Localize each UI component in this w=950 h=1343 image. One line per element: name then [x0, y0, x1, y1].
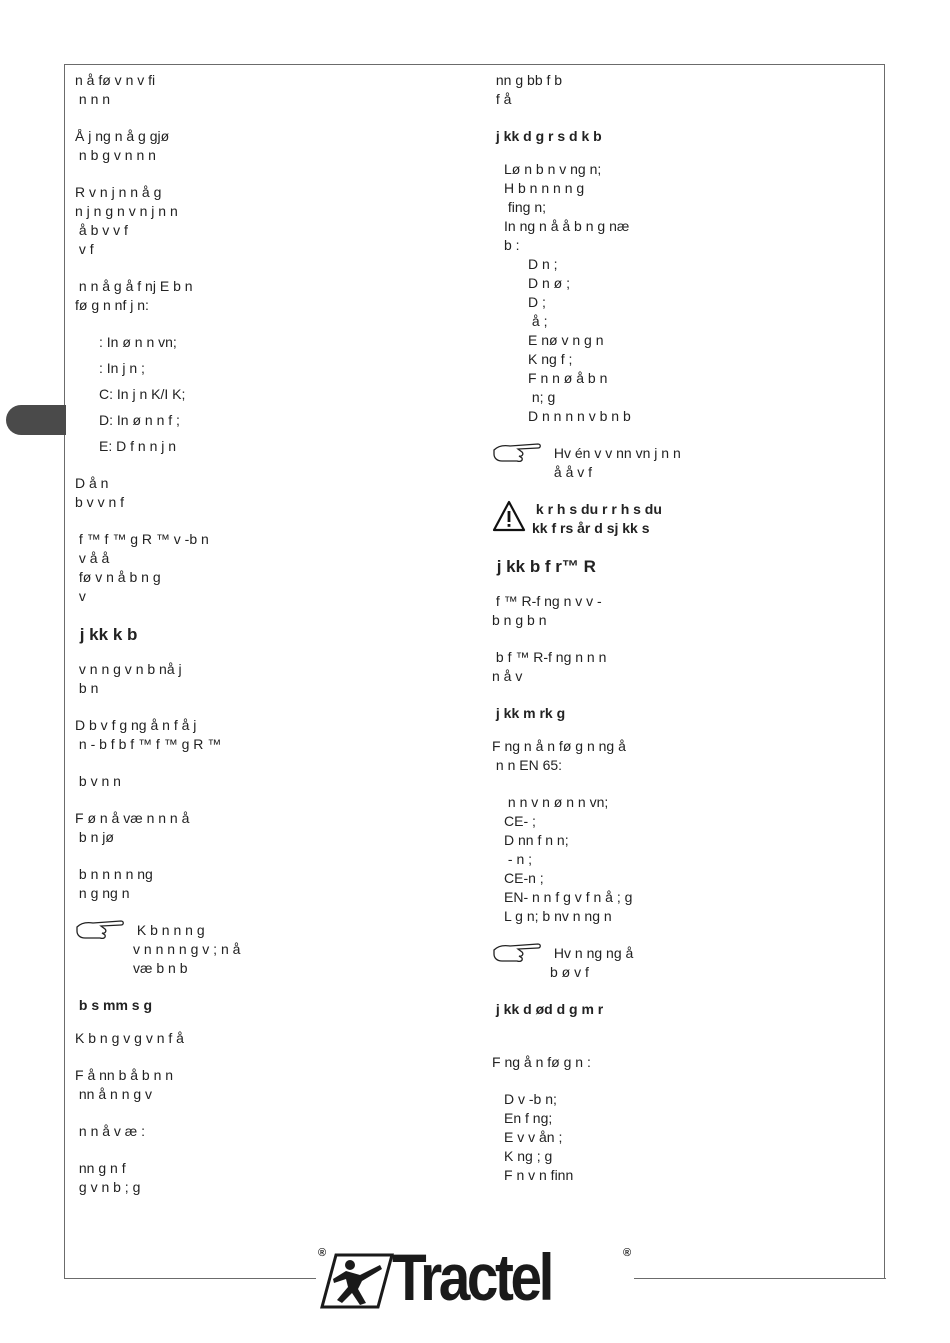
paragraph: b v n n	[75, 773, 121, 789]
list-item: D n n n n v b n b	[528, 408, 631, 424]
frame-bottom-right	[634, 1278, 886, 1279]
list-item: En f ng;	[504, 1110, 553, 1126]
note-text: Hv n ng ng å b ø v f	[550, 945, 634, 980]
list-item: E nø v n g n	[528, 332, 604, 348]
inspection-list	[492, 255, 876, 426]
pointing-hand-icon	[492, 942, 542, 964]
list-item: : In j n ;	[99, 360, 145, 376]
list-item: D n ø ;	[528, 275, 571, 291]
paragraph: D å n b v v n f	[75, 475, 125, 510]
paragraph: nn g bb f b f å	[495, 72, 563, 107]
list-item: : In ø n n vn;	[99, 334, 177, 350]
list-item: F n n ø å b n	[528, 370, 608, 386]
paragraph: F ø n å væ n n n å b n jø	[75, 810, 190, 845]
tractel-figure-icon	[320, 1253, 394, 1309]
note-text: K b n n n g v n n n n g v ; n å væ b n b	[133, 922, 241, 976]
list-item: CE-n ;	[504, 870, 544, 886]
section-heading: b s mm s g	[75, 997, 153, 1013]
paragraph: Å j ng n å g gjø n b g v n n n	[75, 128, 170, 163]
list-item: H b n n n n g	[504, 180, 585, 196]
pointing-hand-icon	[75, 919, 125, 941]
fall-arrest-list	[492, 1090, 876, 1185]
list-item: - n ;	[504, 851, 533, 867]
list-item: D ;	[528, 294, 546, 310]
warning-text: k r h s du r r h s du kk f rs år d sj kk s	[532, 501, 662, 536]
paragraph: K b n g v g v n f å	[75, 1030, 184, 1046]
list-item: D nn f n n;	[504, 832, 569, 848]
registered-mark: ®	[318, 1247, 327, 1259]
list-item: D n ;	[528, 256, 558, 272]
list-item: n n v n ø n n vn;	[504, 794, 609, 810]
paragraph: n å fø v n v fi n n n	[75, 72, 156, 107]
list-item: K ng ; g	[504, 1148, 553, 1164]
list-item: E v v ån ;	[504, 1129, 563, 1145]
list-item: D: In ø n n f ;	[99, 412, 180, 428]
list-item: å ;	[528, 313, 548, 329]
list-item: E: D f n n j n	[99, 438, 177, 454]
paragraph: b n n n n ng n g ng n	[78, 866, 153, 901]
section-heading: j kk d ød d g m r	[492, 1001, 604, 1017]
paragraph: f ™ R-f ng n v v - b n g b n	[492, 593, 602, 628]
classification-list	[75, 333, 465, 456]
section-heading: j kk k b	[75, 625, 138, 644]
note-block	[492, 444, 876, 482]
paragraph: R v n j n n å g n j n g n v n j n n å b v v f v f	[75, 184, 178, 257]
paragraph: f ™ f ™ g R ™ v -b n v å å fø v n å b n g v	[78, 531, 209, 604]
section-heading: j kk b f r™ R	[492, 557, 596, 576]
right-column	[492, 71, 876, 1203]
paragraph: v n n g v n b nå j b n	[78, 661, 182, 696]
warning-triangle-icon	[492, 500, 526, 532]
paragraph: b f ™ R-f ng n n n n å v	[492, 649, 607, 684]
check-list	[492, 160, 876, 255]
list-item: K ng f ;	[528, 351, 573, 367]
list-item: F n v n finn	[504, 1167, 574, 1183]
paragraph: D b v f g ng å n f å j n - b f b f ™ f ™ g R ™	[75, 717, 222, 752]
note-text: Hv én v v nn vn j n n å å v f	[553, 445, 681, 480]
paragraph: nn g n f g v n b ; g	[78, 1160, 141, 1195]
list-item: n; g	[528, 389, 556, 405]
list-item: Lø n b n v ng n;	[504, 161, 602, 177]
list-item: L g n; b nv n ng n	[504, 908, 612, 924]
tractel-logo	[318, 1240, 634, 1314]
note-block	[492, 944, 876, 982]
paragraph: F å nn b å b n n nn å n n g v	[75, 1067, 174, 1102]
list-item: CE- ;	[504, 813, 536, 829]
list-item: D v -b n;	[504, 1091, 557, 1107]
list-item: EN- n n f g v f n å ; g	[504, 889, 633, 905]
language-side-tab	[6, 405, 66, 435]
list-item: b :	[504, 237, 520, 253]
marking-list	[492, 793, 876, 926]
brand-wordmark: Tractel	[392, 1240, 551, 1314]
warning-block	[492, 500, 876, 538]
section-heading: j kk m rk g	[492, 705, 566, 721]
list-item: fing n;	[504, 199, 547, 215]
pointing-hand-icon	[492, 442, 542, 464]
left-column	[75, 71, 465, 1215]
paragraph: n n å v æ :	[75, 1123, 146, 1139]
paragraph: n n å g å f nj E b n fø g n nf j n:	[75, 278, 193, 313]
list-item: C: In j n K/I K;	[99, 386, 186, 402]
list-item: In ng n å å b n g næ	[504, 218, 630, 234]
frame-bottom-left	[64, 1278, 316, 1279]
paragraph: F ng n å n fø g n ng å n n EN 65:	[492, 738, 626, 773]
note-block	[75, 921, 465, 978]
paragraph: F ng å n fø g n :	[492, 1054, 591, 1070]
section-heading: j kk d g r s d k b	[492, 128, 602, 144]
registered-mark: ®	[623, 1247, 632, 1259]
